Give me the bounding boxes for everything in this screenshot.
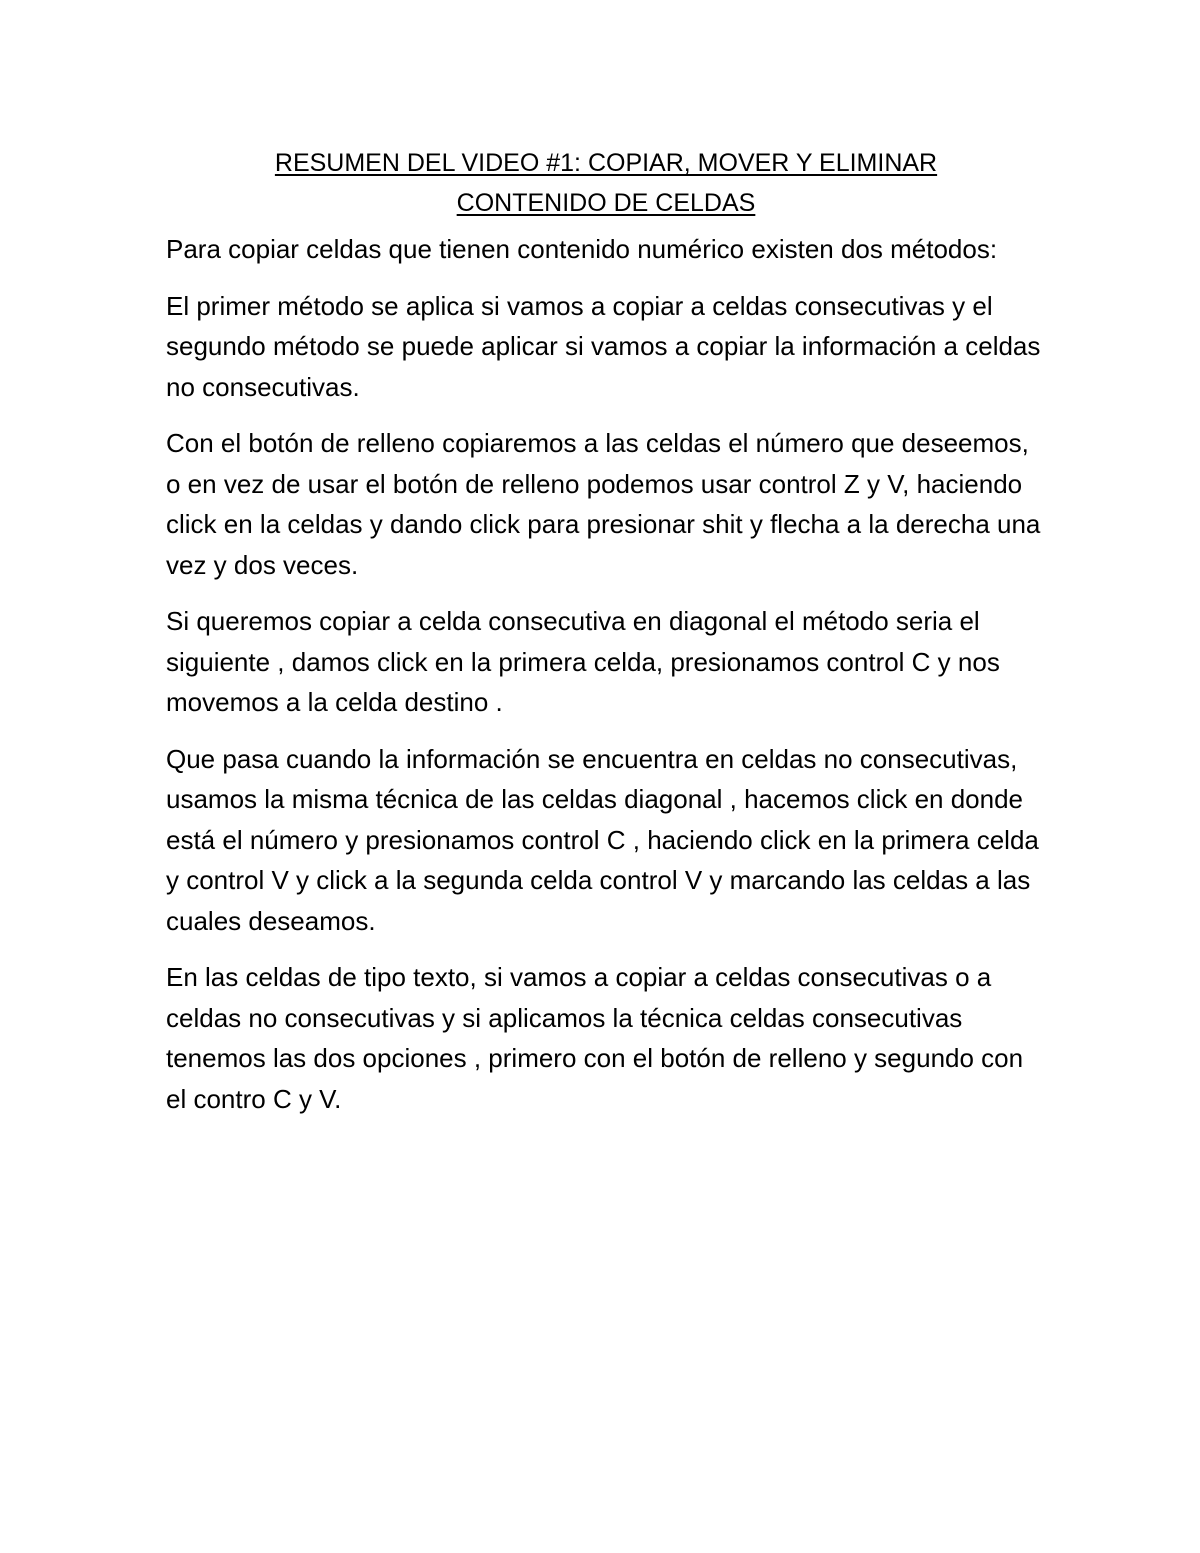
paragraph-6: En las celdas de tipo texto, si vamos a copiar a celdas consecutivas o a celdas no consecutivas y si aplicamos la técnica celdas consecutivas tenemos las dos opciones , primero con el botón de relleno y segundo con el contro C y V. xyxy=(166,962,1024,1114)
paragraph-3: Con el botón de relleno copiaremos a las celdas el número que deseemos, o en vez de usar el botón de relleno podemos usar control Z y V, haciendo click en la celdas y dando click para presionar shit y flecha a la derecha una vez y dos veces. xyxy=(166,428,1041,580)
paragraph-4: Si queremos copiar a celda consecutiva en diagonal el método seria el siguiente , damos click en la primera celda, presionamos control C y nos movemos a la celda destino . xyxy=(166,606,1000,717)
paragraph-5: Que pasa cuando la información se encuentra en celdas no consecutivas, usamos la misma técnica de las celdas diagonal , hacemos click en donde está el número y presionamos control C , haciendo click en la primera celda y control V y click a la segunda celda control V y marcando las celdas a las cuales deseamos. xyxy=(166,743,1039,936)
title-line-1: RESUMEN DEL VIDEO #1: COPIAR, MOVER Y ELIMINAR xyxy=(274,149,938,177)
paragraph-2: El primer método se aplica si vamos a copiar a celdas consecutivas y el segundo método se puede aplicar si vamos a copiar la información a celdas no consecutivas. xyxy=(166,290,1041,402)
paragraph-1: Para copiar celdas que tienen contenido numérico existen dos métodos: xyxy=(166,234,998,264)
document-body xyxy=(166,143,1046,1135)
title-line-2: CONTENIDO DE CELDAS xyxy=(456,189,756,217)
document-title xyxy=(166,143,1046,223)
